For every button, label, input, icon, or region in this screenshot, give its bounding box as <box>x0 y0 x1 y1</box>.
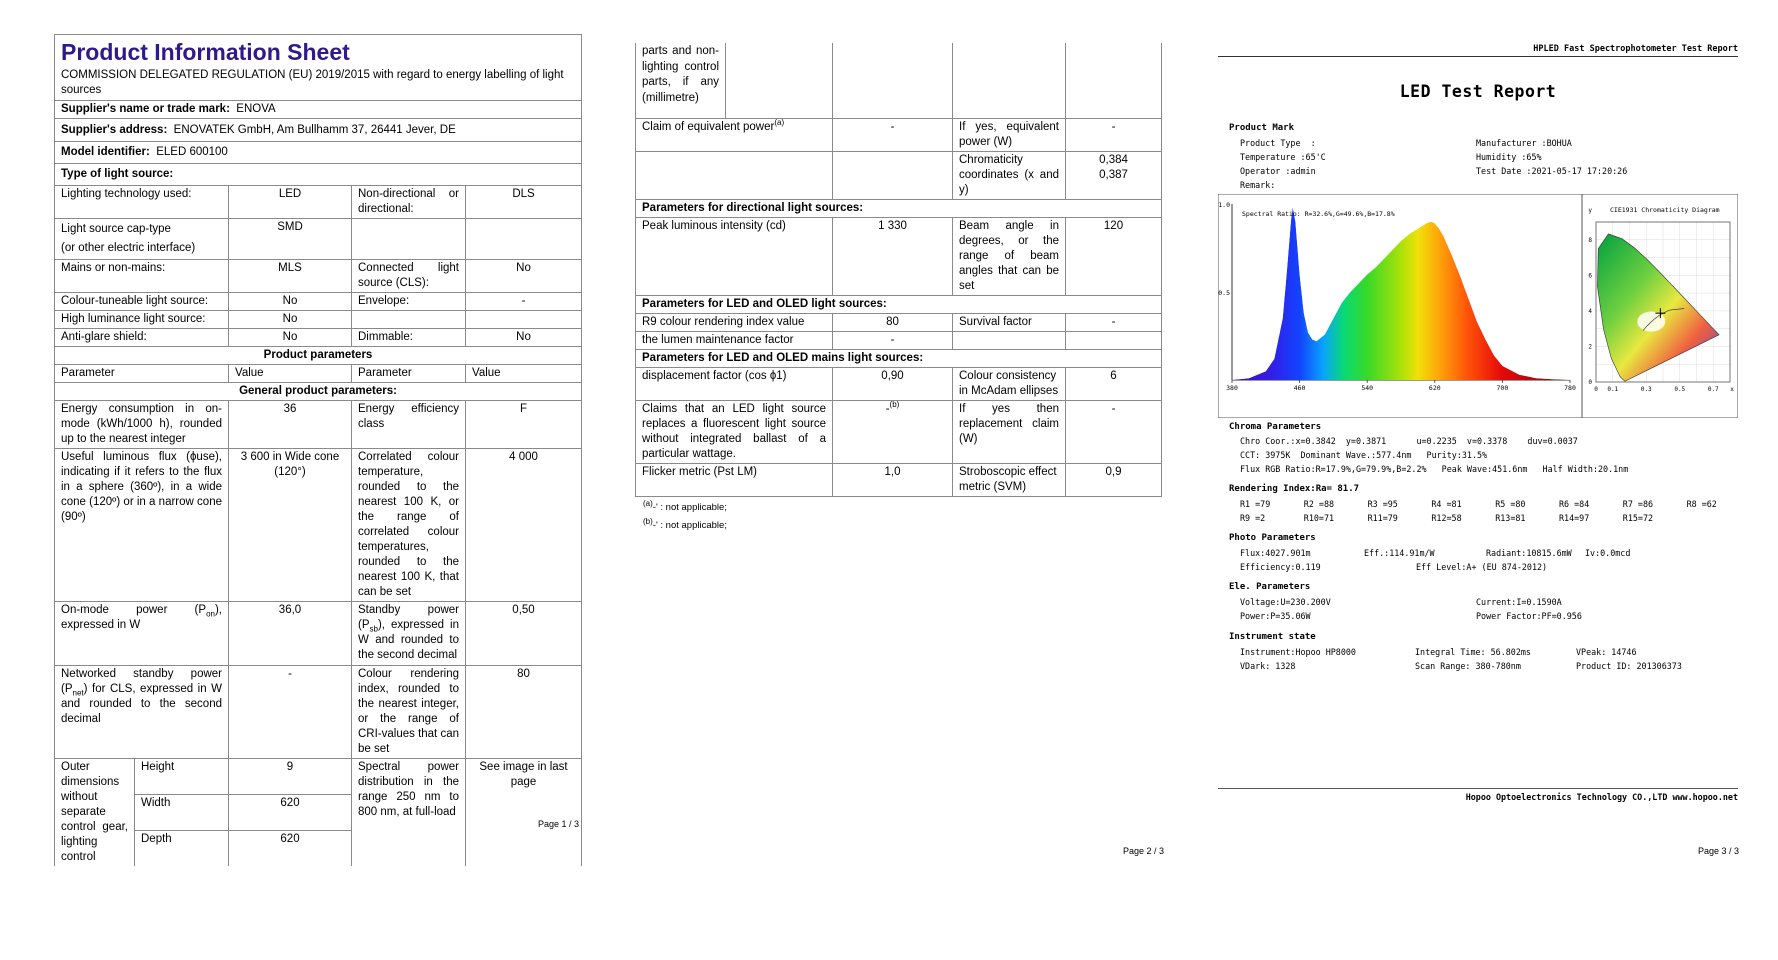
spectrum-x-tick-label: 540 <box>1361 384 1374 392</box>
chroma-label: Chromaticity coordinates (x and y) <box>953 151 1066 199</box>
energy-class-label: Energy efficiency class <box>352 401 466 449</box>
cct-label: Correlated colour temperature, rounded to the nearest 100 K, or the range of correlated colour temperatures, rounded to the nearest 100 K, that can be set <box>352 449 466 602</box>
r-index-5: R6 =84 <box>1559 499 1590 509</box>
r-index-3: R12=58 <box>1431 513 1462 523</box>
flicker-value: 1,0 <box>833 463 953 496</box>
dimmable-value: No <box>466 329 582 347</box>
empty-cell <box>833 151 953 199</box>
product-info-table-p2 <box>635 43 1162 497</box>
height-label: Height <box>135 759 229 795</box>
cie-title: CIE1931 Chromaticity Diagram <box>1610 206 1720 214</box>
equiv-claim-label-text: Claim of equivalent power <box>642 120 775 133</box>
led-mains-heading: Parameters for LED and OLED mains light sources: <box>636 349 1162 367</box>
report-footer: Hopoo Optoelectronics Technology CO.,LTD www.hopoo.net <box>1218 788 1738 802</box>
cie-y-tick-label: y <box>1588 207 1592 214</box>
colour-tune-value: No <box>229 293 352 311</box>
report-title: LED Test Report <box>1399 82 1557 101</box>
cri-value: 80 <box>466 666 582 759</box>
survival-label: Survival factor <box>953 313 1066 331</box>
width-label: Width <box>135 794 229 830</box>
spectrum-y-tick-label: 1.0 <box>1218 201 1230 209</box>
inst-scan: Scan Range: 380-780nm <box>1415 661 1521 671</box>
model-value: ELED 600100 <box>156 146 228 158</box>
cie-y-tick-label: 8 <box>1588 236 1592 244</box>
strobo-value: 0,9 <box>1066 463 1162 496</box>
colour-tune-label: Colour-tuneable light source: <box>55 293 229 311</box>
inst-instrument: Instrument:Hopoo HP8000 <box>1240 647 1356 657</box>
ele-current: Current:I=0.1590A <box>1476 597 1562 607</box>
cie-y-tick-label: 2 <box>1588 343 1592 351</box>
empty-cell <box>1066 331 1162 349</box>
spectrum-x-tick-label: 460 <box>1293 384 1306 392</box>
r-index-5: R14=97 <box>1559 513 1590 523</box>
standby-label <box>352 602 466 666</box>
photo-heading: Photo Parameters <box>1229 533 1316 543</box>
page-title: Product Information Sheet <box>55 35 582 68</box>
consistency-value: 6 <box>1066 367 1162 400</box>
regulation-text: COMMISSION DELEGATED REGULATION (EU) 2019/2015 with regard to energy labelling of light sources <box>55 67 582 101</box>
r-index-1: R2 =88 <box>1303 499 1335 509</box>
cie-y-tick-label: 4 <box>1588 307 1592 315</box>
remark: Remark: <box>1240 180 1276 190</box>
cie-x-tick-label: 0.3 <box>1640 386 1652 393</box>
cie-x-tick-label: 0 <box>1594 386 1598 393</box>
cap-type-label-line2: (or other electric interface) <box>61 242 196 254</box>
chroma-value <box>1066 151 1162 199</box>
empty-cell <box>1066 43 1162 118</box>
r-index-6: R15=72 <box>1622 513 1654 523</box>
cont-label: parts and non-lighting control parts, if any (millimetre) <box>636 43 726 118</box>
standby-sub: sb <box>369 624 378 634</box>
cri-label: Colour rendering index, rounded to the nearest integer, or the range of CRI-values that can be set <box>352 666 466 759</box>
empty-cell <box>352 311 466 329</box>
supplier-label: Supplier's name or trade mark: <box>61 103 230 115</box>
r-index-0: R9 =2 <box>1240 513 1266 523</box>
on-power-sub: on <box>206 609 215 619</box>
empty-cell <box>466 311 582 329</box>
r9-value: 80 <box>833 313 953 331</box>
r-index-0: R1 =79 <box>1240 499 1271 509</box>
cie-x-tick-label: 0.5 <box>1674 386 1686 393</box>
standby-label-a: Standby power (P <box>358 604 459 631</box>
flux-value: 3 600 in Wide cone (120°) <box>229 449 352 602</box>
inst-vpeak: VPeak: 14746 <box>1576 647 1637 657</box>
address-label: Supplier's address: <box>61 124 168 136</box>
depth-value: 620 <box>229 830 352 866</box>
disp-label: displacement factor (cos ϕ1) <box>636 367 833 400</box>
photo-efficiency: Efficiency:0.119 <box>1240 562 1321 572</box>
footnotes <box>635 499 1161 535</box>
r-index-7: R8 =62 <box>1686 499 1717 509</box>
chroma-line-3: Flux RGB Ratio:R=17.9%,G=79.9%,B=2.2% Peak Wave:451.6nm Half Width:20.1nm <box>1240 464 1629 474</box>
col-parameter: Parameter <box>352 365 466 383</box>
empty-cell <box>726 43 833 118</box>
r-index-3: R4 =81 <box>1431 499 1462 509</box>
cie-x-tick-label: 0.7 <box>1707 386 1719 393</box>
survival-value: - <box>1066 313 1162 331</box>
empty-cell <box>953 331 1066 349</box>
claims-sup: (b) <box>889 399 900 409</box>
disp-value: 0,90 <box>833 367 953 400</box>
ele-power: Power:P=35.06W <box>1240 611 1311 621</box>
type-heading: Type of light source: <box>55 164 582 186</box>
standby-value: 0,50 <box>466 602 582 666</box>
non-dir-value: DLS <box>466 186 582 219</box>
r-index-1: R10=71 <box>1303 513 1335 523</box>
footnote-a-text: -' : not applicable; <box>652 501 727 513</box>
photo-iv: Iv:0.0mcd <box>1585 548 1631 558</box>
inst-vdark: VDark: 1328 <box>1240 661 1296 671</box>
footnote-a-sup: (a) <box>643 498 653 508</box>
equiv-claim-value: - <box>833 118 953 151</box>
peak-int-value: 1 330 <box>833 217 953 295</box>
page-number-1: Page 1 / 3 <box>538 819 580 829</box>
on-power-label-a: On-mode power (P <box>61 604 207 616</box>
anti-glare-value: No <box>229 329 352 347</box>
spectrum-chart <box>1218 201 1576 392</box>
on-power-label <box>55 602 229 666</box>
chroma-value-x: 0,384 <box>1099 153 1128 166</box>
page-number-3: Page 3 / 3 <box>1698 846 1740 856</box>
net-standby-label <box>55 666 229 759</box>
empty-cell <box>466 219 582 260</box>
col-value: Value <box>466 365 582 383</box>
flux-label: Useful luminous flux (ϕuse), indicating if it refers to the flux in a sphere (360º), in a wide cone (120º) or in a narrow cone (90º) <box>55 449 229 602</box>
temperature: Temperature :65'C <box>1240 152 1326 162</box>
r9-label: R9 colour rendering index value <box>636 313 833 331</box>
equiv-power-value: - <box>1066 118 1162 151</box>
cap-type-value: SMD <box>229 219 352 260</box>
photo-eff: Eff.:114.91m/W <box>1364 548 1435 558</box>
equiv-power-label: If yes, equivalent power (W) <box>953 118 1066 151</box>
product-params-heading: Product parameters <box>55 347 582 365</box>
non-dir-label: Non-directional or directional: <box>352 186 466 219</box>
footnote-b-text: -' : not applicable; <box>652 519 727 531</box>
photo-flux: Flux:4027.901m <box>1240 548 1311 558</box>
envelope-label: Envelope: <box>352 293 466 311</box>
flicker-label: Flicker metric (Pst LM) <box>636 463 833 496</box>
report-header: HPLED Fast Spectrophotometer Test Report <box>1218 44 1738 57</box>
cap-type-label <box>55 219 229 260</box>
net-standby-label-a: Networked standby power (P <box>61 668 222 695</box>
cap-type-label-line1: Light source cap-type <box>61 223 171 235</box>
standby-label-b: ), expressed in W and rounded to the second decimal <box>358 619 459 661</box>
claims-value <box>833 400 953 463</box>
cct-value: 4 000 <box>466 449 582 602</box>
footnote-b <box>643 517 1161 535</box>
supplier-value: ENOVA <box>236 103 276 115</box>
lumen-maint-label: the lumen maintenance factor <box>636 331 833 349</box>
claims-value-text: - <box>885 402 890 415</box>
page-2 <box>635 43 1161 535</box>
envelope-value: - <box>466 293 582 311</box>
mains-value: MLS <box>229 260 352 293</box>
net-standby-value: - <box>229 666 352 759</box>
cls-label: Connected light source (CLS): <box>352 260 466 293</box>
cie-y-tick-label: 6 <box>1588 272 1592 280</box>
led-heading: Parameters for LED and OLED light sources: <box>636 295 1162 313</box>
test-date: Test Date :2021-05-17 17:20:26 <box>1476 166 1628 176</box>
ele-pf: Power Factor:PF=0.956 <box>1476 611 1582 621</box>
spectrum-y-tick-label: 0.5 <box>1218 289 1230 297</box>
width-value: 620 <box>229 794 352 830</box>
manufacturer: Manufacturer :BOHUA <box>1476 138 1572 148</box>
chart-area <box>1218 194 1738 418</box>
col-value: Value <box>229 365 352 383</box>
outer-dim-label: Outer dimensions without separate control gear, lighting control <box>55 759 135 867</box>
on-power-label-b: ), expressed in W <box>61 604 222 631</box>
address-value: ENOVATEK GmbH, Am Bullhamm 37, 26441 Jever, DE <box>173 124 456 136</box>
operator: Operator :admin <box>1240 166 1316 176</box>
empty-cell <box>636 151 833 199</box>
spd-label: Spectral power distribution in the range 250 nm to 800 nm, at full-load <box>352 759 466 867</box>
product-info-table-p1 <box>54 34 582 866</box>
footnote-b-sup: (b) <box>643 516 653 526</box>
r-index-2: R11=79 <box>1367 513 1398 523</box>
high-lum-label: High luminance light source: <box>55 311 229 329</box>
claims-label: Claims that an LED light source replaces a fluorescent light source without integrated ballast of a particular wattage. <box>636 400 833 463</box>
cls-value: No <box>466 260 582 293</box>
lighting-tech-value: LED <box>229 186 352 219</box>
ele-heading: Ele. Parameters <box>1229 582 1311 592</box>
spd-value: See image in last page <box>466 759 582 867</box>
high-lum-value: No <box>229 311 352 329</box>
replace-value: - <box>1066 400 1162 463</box>
height-value: 9 <box>229 759 352 795</box>
net-standby-label-b: ) for CLS, expressed in W and rounded to the second decimal <box>61 683 222 725</box>
r-index-4: R13=81 <box>1495 513 1526 523</box>
inst-integral: Integral Time: 56.802ms <box>1415 647 1531 657</box>
spectrum-x-tick-label: 780 <box>1564 384 1576 392</box>
photo-radiant: Radiant:10815.6mW <box>1486 548 1572 558</box>
chroma-heading: Chroma Parameters <box>1229 422 1322 432</box>
ele-voltage: Voltage:U=230.200V <box>1240 597 1331 607</box>
equiv-claim-label <box>636 118 833 151</box>
energy-cons-value: 36 <box>229 401 352 449</box>
r-index-4: R5 =80 <box>1495 499 1526 509</box>
cie-x-tick-label: x <box>1730 386 1734 393</box>
page-3 <box>1218 36 1738 802</box>
r-index-2: R3 =95 <box>1367 499 1398 509</box>
page-number-2: Page 2 / 3 <box>1123 846 1165 856</box>
chroma-value-y: 0,387 <box>1099 168 1128 181</box>
model-row <box>55 142 582 164</box>
spectrum-x-tick-label: 700 <box>1496 384 1509 392</box>
peak-int-label: Peak luminous intensity (cd) <box>636 217 833 295</box>
depth-label: Depth <box>135 830 229 866</box>
rendering-heading: Rendering Index:Ra= 81.7 <box>1229 484 1360 494</box>
strobo-label: Stroboscopic effect metric (SVM) <box>953 463 1066 496</box>
humidity: Humidity :65% <box>1476 152 1542 162</box>
page-1 <box>54 34 581 866</box>
equiv-claim-sup: (a) <box>774 117 785 127</box>
product-mark-heading: Product Mark <box>1229 123 1295 133</box>
lighting-tech-label: Lighting technology used: <box>55 186 229 219</box>
empty-cell <box>833 43 953 118</box>
photo-eff-level: Eff Level:A+ (EU 874-2012) <box>1416 562 1548 572</box>
col-parameter: Parameter <box>55 365 229 383</box>
on-power-value: 36,0 <box>229 602 352 666</box>
lumen-maint-value: - <box>833 331 953 349</box>
dimmable-label: Dimmable: <box>352 329 466 347</box>
chroma-line-2: CCT: 3975K Dominant Wave.:577.4nm Purity:31.5% <box>1240 450 1488 460</box>
address-row <box>55 119 582 142</box>
general-params-heading: General product parameters: <box>55 383 582 401</box>
anti-glare-label: Anti-glare shield: <box>55 329 229 347</box>
beam-value: 120 <box>1066 217 1162 295</box>
spectrum-x-tick-label: 380 <box>1226 384 1238 392</box>
energy-class-value: F <box>466 401 582 449</box>
empty-cell <box>352 219 466 260</box>
inst-product-id: Product ID: 201306373 <box>1576 661 1682 671</box>
dir-heading: Parameters for directional light sources: <box>636 199 1162 217</box>
footnote-a <box>643 499 1161 517</box>
net-standby-sub: net <box>72 688 84 698</box>
beam-label: Beam angle in degrees, or the range of beam angles that can be set <box>953 217 1066 295</box>
product-type: Product Type : <box>1240 138 1316 148</box>
energy-cons-label: Energy consumption in on-mode (kWh/1000 h), rounded up to the nearest integer <box>55 401 229 449</box>
cie-x-tick-label: 0.1 <box>1607 386 1619 393</box>
spectrum-title: Spectral Ratio: R=32.6%,G=49.6%,B=17.8% <box>1242 210 1395 218</box>
consistency-label: Colour consistency in McAdam ellipses <box>953 367 1066 400</box>
r-index-6: R7 =86 <box>1622 499 1654 509</box>
chroma-line-1: Chro Coor.:x=0.3842 y=0.3871 u=0.2235 v=0.3378 duv=0.0037 <box>1240 436 1578 446</box>
cie-y-tick-label: 0 <box>1588 379 1592 386</box>
instrument-heading: Instrument state <box>1229 632 1316 642</box>
mains-label: Mains or non-mains: <box>55 260 229 293</box>
supplier-row <box>55 101 582 119</box>
empty-cell <box>953 43 1066 118</box>
spectrum-x-tick-label: 620 <box>1428 384 1441 392</box>
model-label: Model identifier: <box>61 146 150 158</box>
replace-label: If yes then replacement claim (W) <box>953 400 1066 463</box>
